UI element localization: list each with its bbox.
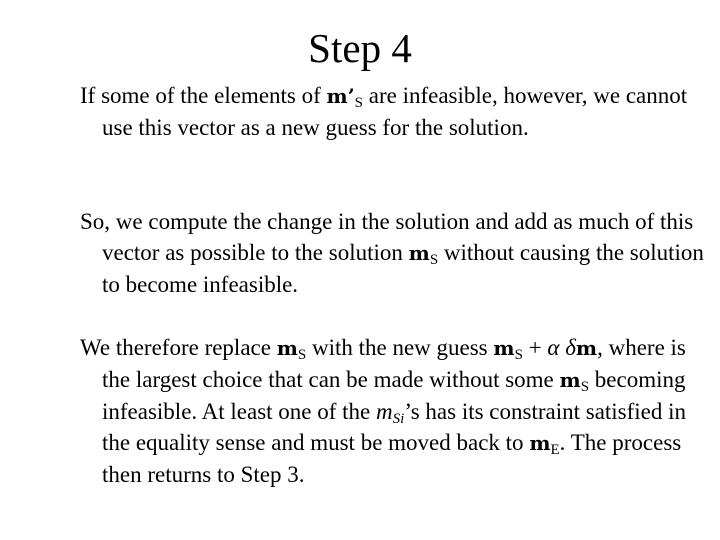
math-symbol-m: m: [575, 336, 598, 360]
math-subscript: Si: [392, 411, 405, 427]
math-subscript: S: [580, 379, 590, 395]
math-symbol-m: m: [276, 336, 298, 360]
text-run: So, we compute the change in the solution and add as much of this vector as possible to the solution: [80, 209, 694, 265]
text-run: ’s has its constraint satisfied in the equality sense and must be moved back to: [102, 399, 687, 455]
text-run: becoming infeasible. At least one of the: [102, 367, 686, 424]
math-subscript: S: [297, 347, 307, 363]
math-symbol-m: m: [493, 336, 515, 360]
math-subscript: S: [354, 95, 364, 111]
math-alpha: α: [547, 335, 560, 360]
math-symbol-m-italic: m: [376, 399, 393, 424]
math-symbol-m: m: [408, 241, 430, 265]
text-run: . The process then returns to Step 3.: [102, 430, 682, 487]
paragraph-infeasible-elements: [80, 80, 712, 143]
text-run: without causing the solution to become infeasible.: [102, 240, 704, 297]
slide-title: Step 4: [308, 25, 412, 71]
math-subscript: S: [429, 252, 439, 268]
text-run: If some of the elements of: [80, 83, 327, 108]
math-symbol-m: m: [529, 431, 551, 455]
math-plus: +: [522, 335, 548, 360]
math-symbol-m: m: [559, 368, 581, 392]
math-symbol-m: m: [326, 84, 348, 108]
text-run: with the new guess: [306, 335, 494, 360]
math-delta: δ: [559, 335, 576, 360]
text-run: We therefore replace: [80, 335, 277, 360]
text-run: , where is the largest choice that can be made without some: [102, 335, 686, 392]
text-run: are infeasible, however, we cannot use this vector as a new guess for the solution.: [102, 83, 688, 140]
math-prime: ’: [347, 84, 355, 108]
math-subscript: S: [514, 347, 523, 363]
paragraph-compute-change: [80, 206, 712, 300]
paragraph-replace-guess: [80, 332, 712, 490]
math-subscript: E: [550, 442, 560, 458]
